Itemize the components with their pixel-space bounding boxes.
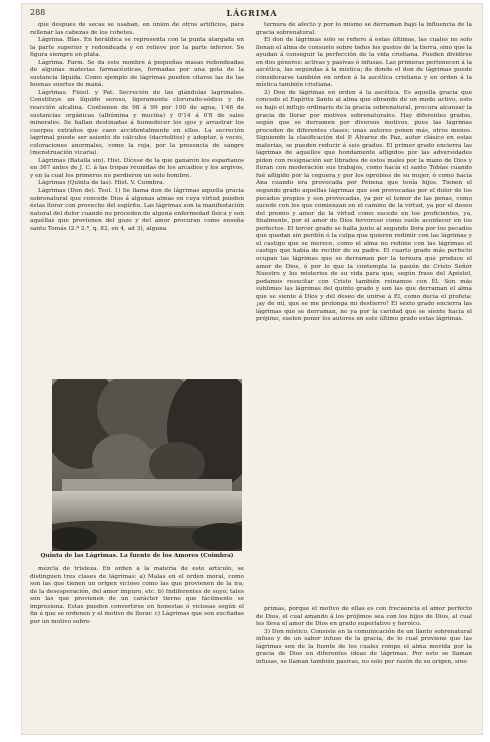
paragraph: Lágrimas (Quinta de las). Hist. V. Coimbra. [38, 180, 165, 187]
photo-caption: Quinta de las Lágrimas. La fuente de los Amores (Coimbra) [40, 553, 234, 559]
text-column-right-top [256, 22, 472, 606]
paragraph: 2) Don de lágrimas en orden á la ascética. Es aquella gracia que concede el Espíritu Santo al alma que obrando de un modo activo, esto es bajo el influjo ordinario de la gracia sobrenatural, procura alcanzar la gracia de llorar por motivos sobrenaturales. Hay diferentes grados, según que se derramen por diversos motivos, pues las lágrimas proceden de diferentes clases; unas autores ponen más, otros menos. Siguiendo la clasificación del P. Álvarez de Paz, autor clásico en estas materias, se pueden reducir á seis grados. El primer grado encierra las lágrimas de aquellos que hondamente afligidos por las adversidades piden con resignación ser librados de estos males por la mano de Dios y lloran con moderación sus trabajos, como hacía el santo Tobías cuando fué afligido por la ceguera y por los oprobios de su mujer, ó como hacía Ana cuando era provocada por Penena que tenía hijos. Tienen el segundo grado aquellas lágrimas que son provocadas por el dolor de los pecados propios y son provocadas, ya por el temor de las penas, como sucede con los que comienzan en el camino de la virtud, ya por el deseo del premio y amor de la virtud como sucede en los proficientes, ya, finalmente, por el amor de Dios fervoroso como suele acontecer en los perfectos. El tercer grado se halla junto al segundo llora por los pecados que quedan sin perdón ó la culpa que quieren redimir con las lágrimas y el castigo que se merece, como el alma no redime con las lágrimas el castigo que había de recibir de su padre. El cuarto grado más perfecto ocupan las lágrimas que se derraman por la ternura que produce el amor de Dios, ó por lo que la contempla la pasión de Cristo Señor Nuestro y los misterios de su vida para que, según frase del Apóstol, podamos resucitar con Cristo también reinamos con Él. Son más sublimes las lágrimas del quinto grado y son las que derraman el alma que se siente á Dios y del deseo de unirse á Él, como decía el profeta: ¡ay de mí, que se me prolonga mi destierro! El sexto grado encierra las lágrimas que se derraman, no ya por la caridad que se siente hacia el prójimo, suelen poner los autores en este último grado estas lágrimas. [256, 89, 472, 323]
text-column-left-top [30, 22, 244, 378]
book-page [22, 4, 482, 734]
paragraph: que después de secas se usaban, en unión de otros artificios, para rellenar las cabezas de los cohetes. [30, 22, 244, 36]
paragraph: mezcla de tristeza. En orden á la materia de este artículo, se distinguen tres clases de lágrimas: a) Malas en el orden moral, como son las que tienen un origen vicioso como las que provienen de la ira, de la desesperación, del amor impuro, etc. b) Indiferentes de suyo; tales son las que provienen de un carácter tierno que fácilmente se impresiona. Estas pueden convertirse en honestas ó viciosas según el fin á que se ordenen y el motivo de llorar. c) Lágrimas que son excitadas por un motivo sobre- [30, 566, 244, 625]
paragraph: El don de lágrimas solo se refiere á estas últimas, las cuales no solo llenan el alma de consuelo sobre todos los gustos de la tierra, sino que la ayudan á conseguir la perfección de la vida cristiana. Pueden dividirse en dos géneros: activas y pasivas ó infusas. Las primeras pertenecen á la ascética, las segundas á la mística; de donde el don de lágrimas puede considerarse también en orden á la ascética cristiana y en orden á la mística también cristiana. [256, 37, 472, 89]
running-title: LÁGRIMA [226, 8, 278, 18]
photo-illustration [52, 379, 242, 551]
paragraph: 3) Don místico. Consiste en la comunicación de un llanto sobrenatural infuso y de un sabor infuso de la gracia, de lo cual proviene que las lágrimas son de la fuente de los cuales rompe el alma movida por la gracia de Dios en diferentes ideas de lágrimas. Por esto se llaman infusas, se llaman también pasivas, no solo por razón de su origen, sino [256, 628, 472, 665]
paragraph: Lágrimas (Don de). Teol. 1) Se llama don de lágrimas aquella gracia sobrenatural que concede Dios á algunas almas en cuya virtud pueden éstas llorar con provecho del espíritu. Las lágrimas son la manifestación natural del dolor cuando no proceden de alguna enfermedad física y son aquéllas que provienen del gozo y del amor procuran como enseña santo Tomás (2.ª 2.ª, q. 82, en 4, ad 3), alguna [30, 188, 244, 232]
paragraph: Lágrima. Farm. Se da este nombre á pequeñas masas redondeadas de algunas materias farmacéuticas, formadas por una gota de la sustancia líquida. Como ejemplo de lágrimas pueden citarse las de las buenas suertes de maná. [30, 59, 244, 89]
paragraph: primas, porque el motivo de ellas es con frecuencia el amor perfecto de Dios, el cual amando á los prójimos sea con los hijos de Dios, al cual les lleva el amor de Dios en grado superlativo y heroico. [256, 606, 472, 628]
text-column-left-bottom [30, 566, 244, 730]
photograph-fountain [52, 379, 242, 551]
paragraph: ternura de afecto y por lo mismo se derraman bajo la influencia de la gracia sobrenatural. [256, 22, 472, 36]
page-number: 288 [30, 8, 46, 17]
paragraph: Lágrimas (Batalla sin). Hist. Dícese de la que ganaron los espartanos en 367 antes de J. C. á las tropas reunidas de los arcadios y los argivos, y en la cual los primeros no perdieron un solo hombre. [30, 157, 244, 179]
text-column-right-bottom [256, 606, 472, 730]
page-header [30, 8, 474, 20]
paragraph: Lágrima. Blas. En heráldica se representa con la punta alargada en la parte superior y redondeada y en relieve por la parte inferior. Se figura siempre en plata. [30, 37, 244, 59]
paragraph: Lágrimas. Fisiol. y Pat. Secreción de las glándulas lagrimales. Constituye un líquido seroso, ligeramente clorurado-sódico y de reacción alcalina. Contienen de 98 á 99 por 100 de agua, 1'46 de sustancias orgánicas (albúmina y mucina) y 0'14 á 0'8 de sales minerales. Se hallan destinadas á humedecer los ojos y arrastrar los cuerpos extraños que caen accidentalmente en ellos. La secreción lagrimal puede ser asiento de cálculos (dacriolitos) y adoptar, á veces, coloraciones anormales, como la roja, por la presencia de sangre (menstruación vicaria). [30, 89, 244, 157]
